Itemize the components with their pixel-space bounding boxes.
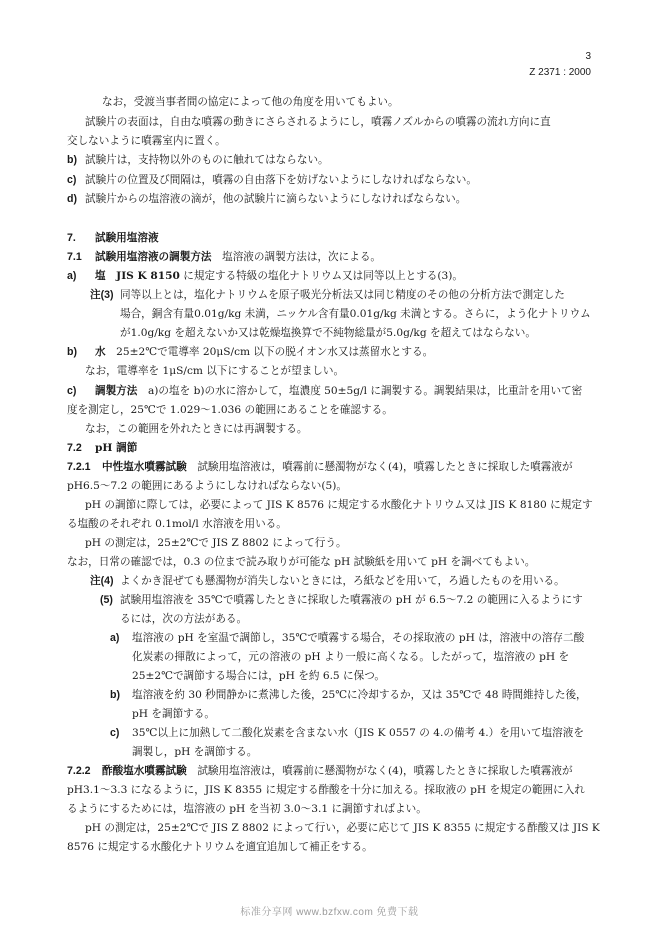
text-line [85,421,597,438]
line-text: 交しないように噴霧室内に置く。 [67,135,226,147]
line-text: pH の測定は，25±2℃で JIS Z 8802 によって行う。 [85,537,347,549]
text-line [95,268,597,285]
line-label: 7.1 [67,251,82,263]
line-text: なお，電導率を 1μS/cm 以下にすることが望ましい。 [85,365,345,377]
line-text: 試験用塩溶液 [95,232,159,244]
text-line [120,592,597,609]
line-label: 7.2 [67,442,82,454]
line-text: a)の塩を b)の水に溶かして，塩濃度 50±5g/l に調製する。調製結果は，比重計を用いて密 [137,385,583,397]
text-line [85,114,597,131]
line-text: 試験用塩溶液は，噴霧前に懸濁物がなく(4)，噴霧したときに採取した噴霧液が [186,765,573,777]
line-label: b) [67,346,77,358]
line-label: c) [110,727,120,739]
text-line [120,287,597,304]
text-line [85,172,597,189]
text-line [132,668,597,685]
line-text: 8576 に規定する水酸化ナトリウムを適宜追加して補正をする。 [67,841,373,853]
text-line [67,839,597,856]
text-line [85,820,600,837]
text-line [85,363,597,380]
line-text: 同等以上とは，塩化ナトリウムを原子吸光分析法又は同じ精度のその他の分析方法で測定した [120,289,565,301]
line-text: pH の調節に際しては，必要によって JIS K 8576 に規定する水酸化ナトリウム又は JIS K 8180 に規定す [85,499,593,511]
line-text: よくかき混ぜても懸濁物が消失しないときには，ろ紙などを用いて，ろ過したものを用いる。 [120,575,565,587]
inline-heading: 酢酸塩水噴霧試験 [102,765,187,777]
line-label: a) [110,632,120,644]
text-line [67,402,597,419]
text-line [102,459,597,476]
line-text: なお，この範囲を外れたときには再調製する。 [85,423,308,435]
inline-heading: 塩 JIS K 8150 [95,270,180,282]
line-text: 試験用塩溶液を 35℃で噴霧したときに採取した噴霧液の pH が 6.5～7.2 の範囲に入るようにす [120,594,583,606]
text-line [95,344,597,361]
line-text: pH を調節する。 [132,708,215,720]
text-line [67,782,597,799]
line-text: 25±2℃で電導率 20μS/cm 以下の脱イオン水又は蒸留水とする。 [105,346,434,358]
line-label: b) [67,154,77,166]
text-line [67,801,597,818]
text-line [132,744,597,761]
line-label: 7.2.1 [67,461,91,473]
text-line [132,630,597,647]
line-text: pH6.5～7.2 の範囲にあるようにしなければならない(5)。 [67,480,347,492]
line-text: が1.0g/kg を超えないか又は乾燥塩換算で不純物総量が5.0g/kg を超えてはならない。 [120,327,536,339]
text-line [85,535,597,552]
inline-heading: 調製方法 [95,385,138,397]
text-line [132,706,597,723]
standard-id: Z 2371 : 2000 [529,67,591,78]
text-line [67,554,597,571]
line-label: d) [67,193,77,205]
text-line [95,440,597,457]
line-text: pH3.1～3.3 になるように，JIS K 8355 に規定する酢酸を十分に加える。採取液の pH を規定の範囲に入れ [67,784,585,796]
line-text: るようにするためには，塩溶液の pH を当初 3.0～3.1 に調節すればよい。 [67,803,427,815]
line-text: 度を測定し，25℃で 1.029～1.036 の範囲にあることを確認する。 [67,404,393,416]
text-line [132,649,597,666]
line-text: 試験片の位置及び間隔は，噴霧の自由落下を妨げないようにしなければならない。 [85,174,477,186]
line-label: (5) [100,594,113,606]
line-text: 場合，銅含有量0.01g/kg 未満，ニッケル含有量0.01g/kg 未満とする。さらに，よう化ナトリウム [120,308,591,320]
inline-heading: 水 [95,346,106,358]
line-text: 塩溶液の pH を室温で調節し，35℃で噴霧する場合，その採取液の pH は，溶液中の溶存二酸 [132,632,585,644]
line-text: 試験片の表面は，自由な噴霧の動きにさらされるようにし，噴霧ノズルからの噴霧の流れ方向に直 [85,116,551,128]
line-text: なお，受渡当事者間の協定によって他の角度を用いてもよい。 [102,96,399,108]
line-text: 化炭素の揮散によって，元の溶液の pH より一般に高くなる。したがって，塩溶液の pH を [132,651,570,663]
text-line [85,497,597,514]
line-text: 調製し，pH を調節する。 [132,746,258,758]
page-number: 3 [585,51,591,62]
inline-heading: 試験用塩溶液の調製方法 [95,251,212,263]
line-text: pH の測定は，25±2℃で JIS Z 8802 によって行い，必要に応じて JIS K 8355 に規定する酢酸又は JIS K [85,822,600,834]
line-label: b) [110,689,120,701]
text-line [95,383,597,400]
text-line [102,763,597,780]
text-line [120,325,597,342]
inline-heading: 中性塩水噴霧試験 [102,461,187,473]
text-line [67,133,597,150]
line-text: 25±2℃で調節する場合には，pH を約 6.5 に保つ。 [132,670,385,682]
text-line [120,306,597,323]
line-text: 塩溶液を約 30 秒間静かに煮沸した後，25℃に冷却するか，又は 35℃で 48 時間維持した後， [132,689,587,701]
text-line [95,230,597,247]
line-text: 試験片は，支持物以外のものに触れてはならない。 [85,154,329,166]
text-line [85,152,597,169]
line-text: 試験片からの塩溶液の滴が，他の試験片に滴らないようにしなければならない。 [85,193,467,205]
text-line [120,611,597,628]
line-text: 塩溶液の調製方法は，次による。 [211,251,382,263]
line-label: c) [67,174,77,186]
line-label: 注(3) [90,289,114,301]
text-line [132,687,597,704]
text-line [67,478,597,495]
line-label: 7. [67,232,76,244]
text-line [67,516,597,533]
line-text: る塩酸のそれぞれ 0.1mol/l 水溶液を用いる。 [67,518,287,530]
line-text: 試験用塩溶液は，噴霧前に懸濁物がなく(4)，噴霧したときに採取した噴霧液が [186,461,573,473]
line-text: るには，次の方法がある。 [120,613,248,625]
line-text: に規定する特級の塩化ナトリウム又は同等以上とする(3)。 [179,270,463,282]
text-line [102,94,597,111]
text-line [95,249,597,266]
line-text: pH 調節 [95,442,138,454]
footer-watermark: 标准分享网 www.bzfxw.com 免费下载 [240,907,419,918]
line-text: なお，日常の確認では，0.3 の位まで読み取りが可能な pH 試験紙を用いて pH を調べてもよい。 [67,556,536,568]
line-label: 7.2.2 [67,765,91,777]
line-label: a) [67,270,77,282]
line-label: c) [67,385,77,397]
text-line [132,725,597,742]
text-line [85,191,597,208]
text-line [120,573,597,590]
line-label: 注(4) [90,575,114,587]
line-text: 35℃以上に加熱して二酸化炭素を含まない水（JIS K 0557 の 4.の備考 4.）を用いて塩溶液を [132,727,584,739]
